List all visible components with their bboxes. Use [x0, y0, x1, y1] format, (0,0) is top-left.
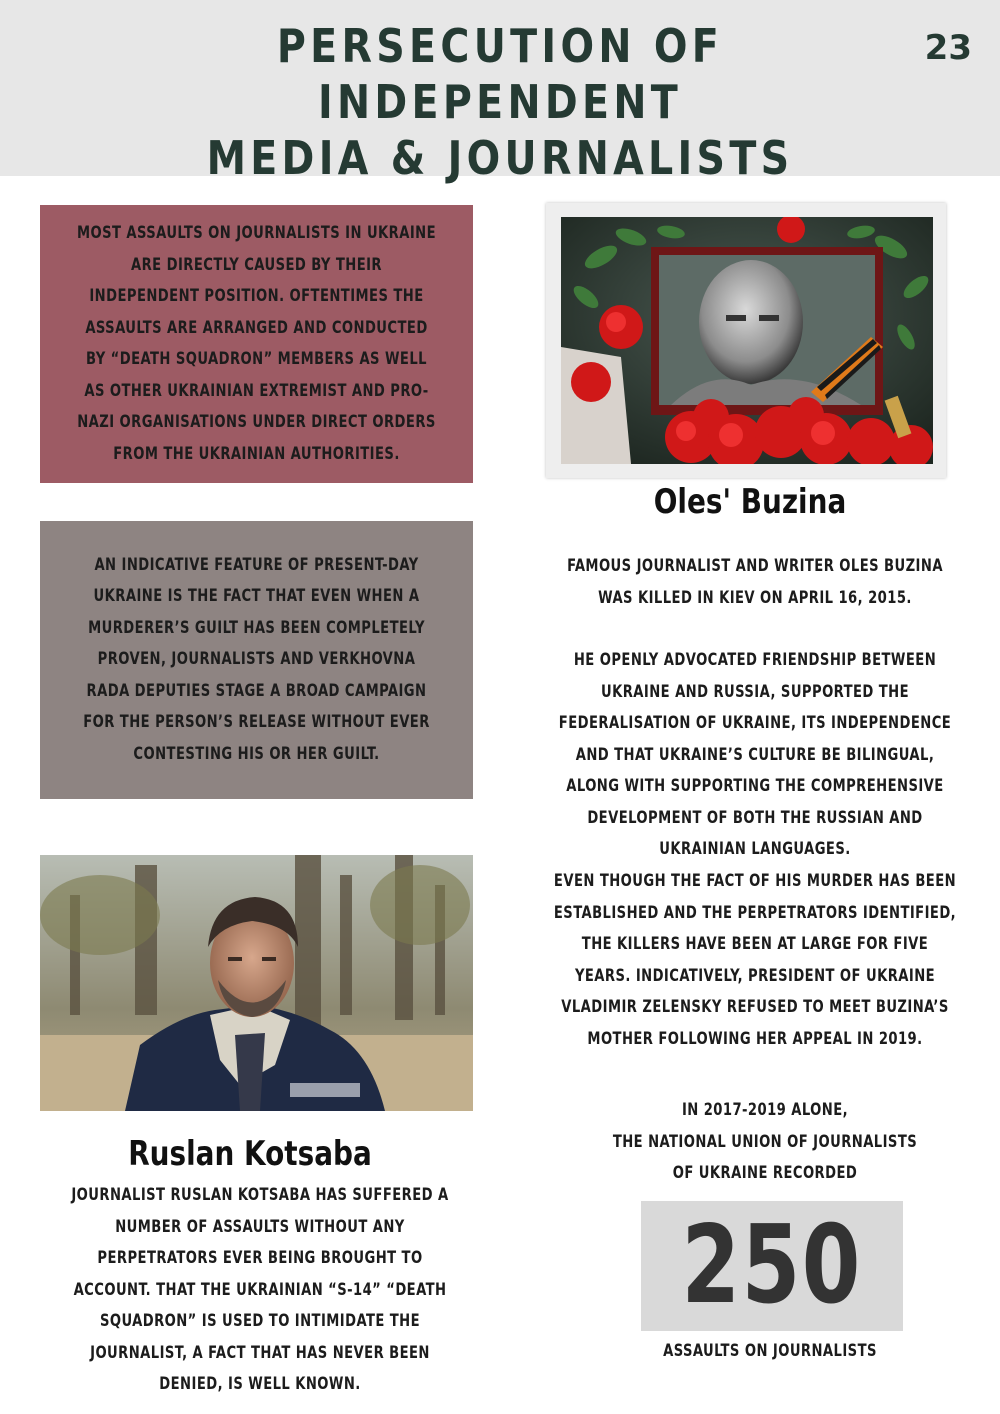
- page-title: [173, 18, 827, 186]
- intro-box-indicative: [40, 521, 473, 799]
- intro-box-assaults-text: MOST ASSAULTS ON JOURNALISTS IN UKRAINE ARE DIRECTLY CAUSED BY THEIR INDEPENDENT POSITION. OFTENTIMES THE ASSAULTS ARE ARRANGED AND CONDUCTED BY “DEATH SQUADRON” MEMBERS AS WELL AS OTHER UKRAINIAN EXTREMIST AND PRO-NAZI ORGANISATIONS UNDER DIRECT ORDERS FROM THE UKRAINIAN AUTHORITIES.: [76, 223, 437, 464]
- title-line-2: MEDIA & JOURNALISTS: [206, 131, 794, 185]
- buzina-photo-frame: [546, 203, 946, 478]
- page-header: [0, 0, 1000, 185]
- assault-counter: [641, 1201, 903, 1331]
- buzina-memorial-photo: [561, 217, 933, 464]
- buzina-paragraph-2-text: HE OPENLY ADVOCATED FRIENDSHIP BETWEEN UKRAINE AND RUSSIA, SUPPORTED THE FEDERALISATION OF UKRAINE, ITS INDEPENDENCE AND THAT UKRAINE’S CULTURE BE BILINGUAL, ALONG WITH SUPPORTING THE COMPREHENSIVE DEVELOPMENT OF BOTH THE RUSSIAN AND UKRAINIAN LANGUAGES.: [558, 650, 952, 859]
- buzina-paragraph-1-text: FAMOUS JOURNALIST AND WRITER OLES BUZINA WAS KILLED IN KIEV ON APRIL 16, 2015.: [567, 556, 943, 608]
- buzina-paragraph-3: [520, 866, 990, 1055]
- assault-caption-text: ASSAULTS ON JOURNALISTS: [663, 1341, 877, 1361]
- assault-caption: [600, 1336, 940, 1368]
- stat-intro: [580, 1095, 950, 1190]
- kotsaba-photo: [40, 855, 473, 1111]
- stat-intro-line-3: OF UKRAINE RECORDED: [672, 1163, 858, 1183]
- kotsaba-paragraph-text: JOURNALIST RUSLAN KOTSABA HAS SUFFERED A NUMBER OF ASSAULTS WITHOUT ANY PERPETRATORS EVER BEING BROUGHT TO ACCOUNT. THAT THE UKRAINIAN “S-14” “DEATH SQUADRON” IS USED TO INTIMIDATE THE JOURNALIST, A FACT THAT HAS NEVER BEEN DENIED, IS WELL KNOWN.: [71, 1185, 449, 1394]
- buzina-paragraph-2: [520, 645, 990, 866]
- title-line-1: PERSECUTION OF INDEPENDENT: [276, 19, 724, 129]
- stat-intro-line-2: THE NATIONAL UNION OF JOURNALISTS: [612, 1131, 918, 1152]
- page-number: 23: [924, 28, 972, 68]
- buzina-paragraph-1: [520, 551, 990, 614]
- assault-count-value: 250: [681, 1203, 863, 1328]
- kotsaba-paragraph: [30, 1180, 490, 1401]
- stat-intro-line-1: IN 2017-2019 ALONE,: [681, 1100, 849, 1120]
- buzina-name: Oles' Buzina: [653, 482, 847, 522]
- kotsaba-name: Ruslan Kotsaba: [128, 1134, 372, 1174]
- intro-box-indicative-text: AN INDICATIVE FEATURE OF PRESENT-DAY UKRAINE IS THE FACT THAT EVEN WHEN A MURDERER’S GUILT HAS BEEN COMPLETELY PROVEN, JOURNALISTS AND VERKHOVNA RADA DEPUTIES STAGE A BROAD CAMPAIGN FOR THE PERSON’S RELEASE WITHOUT EVER CONTESTING HIS OR HER GUILT.: [83, 554, 430, 764]
- buzina-paragraph-3-text: EVEN THOUGH THE FACT OF HIS MURDER HAS BEEN ESTABLISHED AND THE PERPETRATORS IDENTIFIED, THE KILLERS HAVE BEEN AT LARGE FOR FIVE YEARS. INDICATIVELY, PRESIDENT OF UKRAINE VLADIMIR ZELENSKY REFUSED TO MEET BUZINA’S MOTHER FOLLOWING HER APPEAL IN 2019.: [553, 871, 957, 1049]
- intro-box-assaults: [40, 205, 473, 483]
